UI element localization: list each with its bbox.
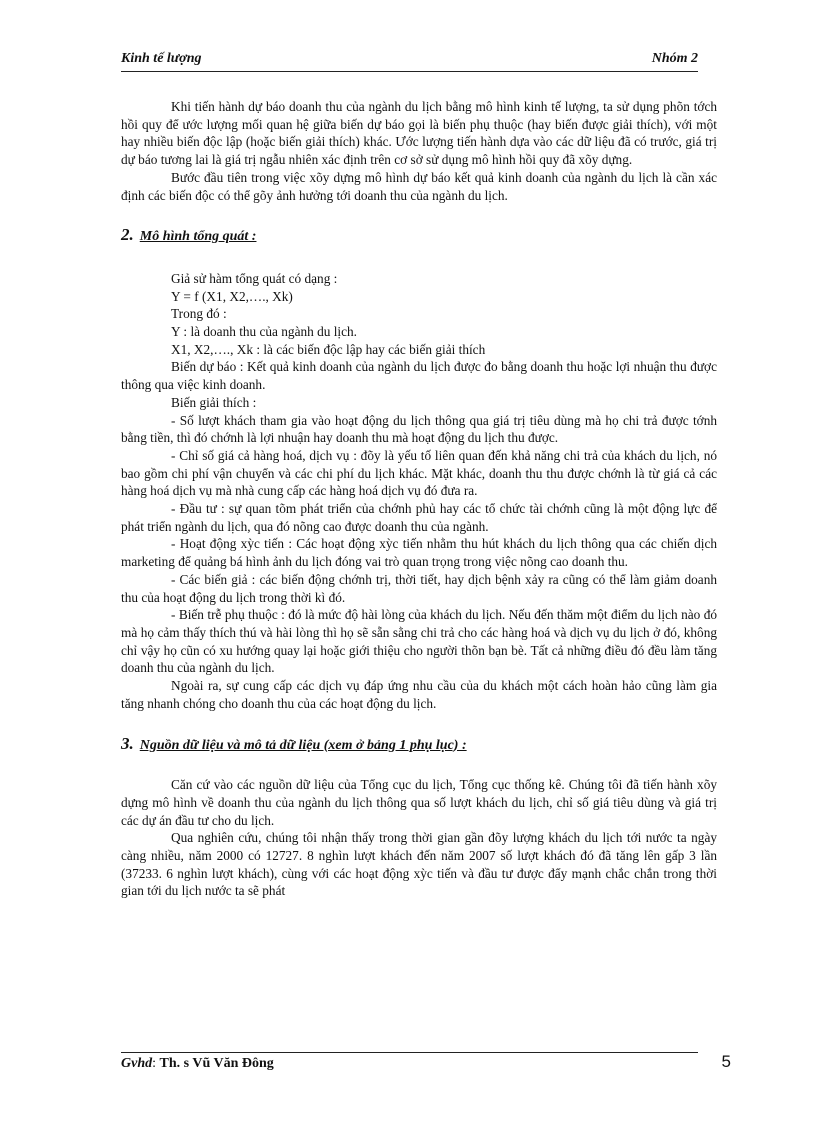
intro-paragraph-2: Bước đầu tiên trong việc xõy dựng mô hình dự báo kết quả kinh doanh của ngành du lịch là cần xác định các biến độc có thể gõy ảnh hưởng tới doanh thu của ngành du lịch. [121,169,717,203]
header-title: Kinh tế lượng [121,51,202,66]
section-2-line: Giả sử hàm tổng quát có dạng : [171,270,338,286]
explanatory-bullet: - Biến trễ phụ thuộc : đó là mức độ hài lòng của khách du lịch. Nếu đến thăm một điểm du lịch nào đó mà họ cảm thấy thích thú và hài lòng thì họ sẽ sẵn sằng chi trả cho các hàng hoá và dịch vụ du lịch ở đó, không chỉ vậy họ cũn có xu hướng quay lại hoặc giới thiệu cho người thõn bạn bè. Tất cả những điều đó đều làm tăng doanh thu của ngành du lịch. [121,607,717,676]
section-2-line: Y : là doanh thu của ngành du lịch. [171,324,357,340]
section-3-paragraph-1: Căn cứ vào các nguồn dữ liệu của Tổng cục du lịch, Tổng cục thống kê. Chúng tôi đã tiến hành xõy dựng mô hình về doanh thu của ngành du lịch thông qua số lượt khách du lịch, chỉ số giá tiêu dùng và giá trị các dự án đầu tư cho du lịch. [121,777,717,828]
page-footer [121,1052,731,1078]
explanatory-bullet: - Hoạt động xỳc tiến : Các hoạt động xỳc tiến nhằm thu hút khách du lịch thông qua các chiến dịch marketing để quảng bá hình ảnh du lịch đóng vai trò quan trọng trong việc nõng cao doanh thu. [121,536,717,570]
explanatory-bullet: - Đầu tư : sự quan tõm phát triển của chớnh phủ hay các tổ chức tài chớnh cũng là một động lực để phát triển ngành du lịch, qua đó nõng cao được doanh thu của ngành. [121,501,717,534]
section-2-line: X1, X2,…., Xk : là các biến độc lập hay các biến giải thích [171,341,486,357]
section-3-number: 3. [121,733,134,753]
explanatory-label: Biến giải thích : [171,394,257,410]
section-2-line: Trong đó : [171,306,227,322]
section-2-heading [121,226,717,246]
section-3-paragraph-2: Qua nghiên cứu, chúng tôi nhận thấy trong thời gian gần đõy lượng khách du lịch tới nước ta ngày càng nhiều, năm 2000 có 12727. 8 nghìn lượt khách đến năm 2007 số lượt khách đó đã tăng lên gấp 3 lần (37233. 6 nghìn lượt khách), cùng với các hoạt động xỳc tiến và đầu tư được đẩy mạnh chắc chắn trong thời gian tới du lịch nước ta sẽ phát [121,830,717,899]
intro-paragraph-1: Khi tiến hành dự báo doanh thu của ngành du lịch bằng mô hình kinh tế lượng, ta sử dụng phõn tớch hồi quy để ước lượng mối quan hệ giữa biến dự báo gọi là biến phụ thuộc (hay biến được giải thích), với một hay nhiều biến độc lập (hoặc biến giải thích) khác. Ước lượng tiến hành dựa vào các dữ liệu đã có trước, giá trị dự báo tương lai là giá trị ngẫu nhiên xác định trên cơ sở sử dụng mô hình hồi quy đã xõy dựng. [121,99,717,168]
document-body [121,98,717,900]
page-number: 5 [721,1052,731,1071]
explanatory-bullet: - Các biến giả : các biến động chớnh trị, thời tiết, hay dịch bệnh xảy ra cũng có thể làm giảm doanh thu của hoạt động du lịch trong thời kì đó. [121,571,717,605]
section-2-title: Mô hình tổng quát : [139,229,257,245]
footer-separator: : [152,1056,157,1071]
section-2-line: Y = f (X1, X2,…., Xk) [171,288,293,304]
footer-divider [121,1052,698,1053]
section-2-closing: Ngoài ra, sự cung cấp các dịch vụ đáp ứng nhu cầu của du khách một cách hoàn hảo cũng làm gia tăng nhanh chóng cho doanh thu của các hoạt động du lịch. [121,678,717,711]
explanatory-bullet: - Số lượt khách tham gia vào hoạt động du lịch thông qua giá trị tiêu dùng mà họ chi trả được tớnh bằng tiền, thì đó chớnh là lợi nhuận hay doanh thu mà hoạt động du lịch thu được. [121,412,717,446]
section-3-heading [121,735,717,755]
footer-instructor: Th. s Vũ Văn Đông [159,1056,274,1071]
header-group: Nhóm 2 [651,51,698,66]
section-3-title: Nguồn dữ liệu và mô tả dữ liệu (xem ở bảng 1 phụ lục) : [139,737,467,753]
footer-label: Gvhd [121,1056,153,1071]
page-header [121,49,698,72]
forecast-variable: Biến dự báo : Kết quả kinh doanh của ngành du lịch được đo bằng doanh thu hoặc lợi nhuận thu được thông qua việc kinh doanh. [121,359,717,393]
section-2-number: 2. [121,225,134,245]
explanatory-bullet: - Chỉ số giá cả hàng hoá, dịch vụ : đõy là yếu tố liên quan đến khả năng chi trả của khách du lịch, nó bao gồm chi phí vận chuyển và các chi phí du lịch khác. Mặt khác, doanh thu thu được chớnh là từ giá cả các hàng hoá dịch vụ mà nhà cung cấp các hàng hoá dịch vụ đó đưa ra. [121,447,717,499]
